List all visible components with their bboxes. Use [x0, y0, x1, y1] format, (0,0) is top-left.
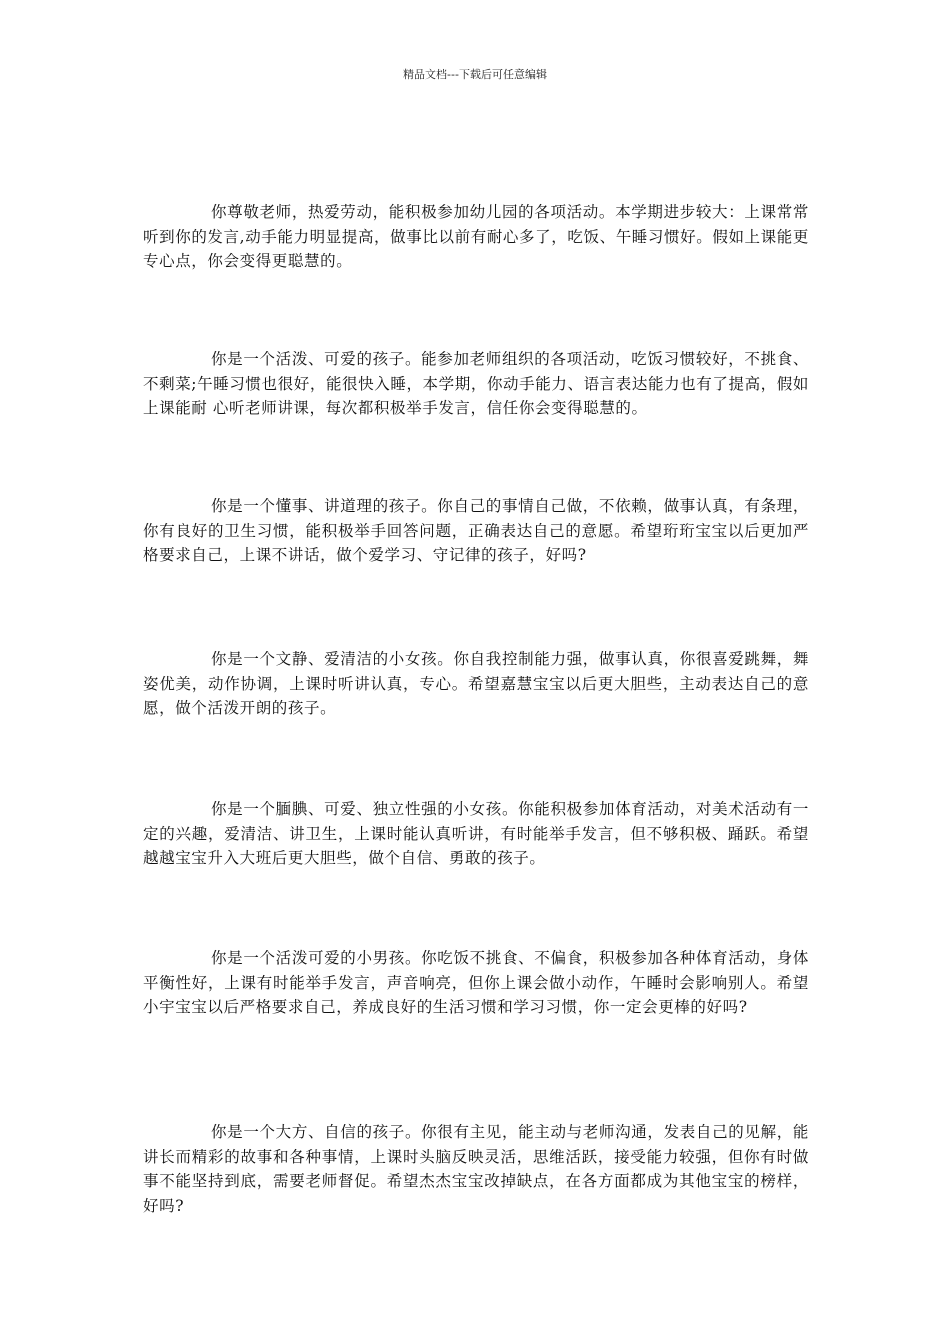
comment-paragraph-1: 你尊敬老师，热爱劳动，能积极参加幼儿园的各项活动。本学期进步较大：上课常常听到你的发言,动手能力明显提高，做事比以前有耐心多了，吃饭、午睡习惯好。假如上课能更专心点，你会变得更聪慧的。	[143, 203, 809, 270]
comment-paragraph-5: 你是一个腼腆、可爱、独立性强的小女孩。你能积极参加体育活动，对美术活动有一定的兴趣，爱清洁、讲卫生，上课时能认真听讲，有时能举手发言，但不够积极、踊跃。希望越越宝宝升入大班后更大胆些，做个自信、勇敢的孩子。	[143, 800, 809, 867]
comment-paragraph-7: 你是一个大方、自信的孩子。你很有主见，能主动与老师沟通，发表自己的见解，能讲长而精彩的故事和各种事情，上课时头脑反映灵活，思维活跃，接受能力较强，但你有时做事不能坚持到底，需要老师督促。希望杰杰宝宝改掉缺点，在各方面都成为其他宝宝的榜样，好吗?	[143, 1123, 809, 1215]
comment-paragraph-3: 你是一个懂事、讲道理的孩子。你自己的事情自己做，不依赖，做事认真，有条理，你有良好的卫生习惯，能积极举手回答问题，正确表达自己的意愿。希望珩珩宝宝以后更加严格要求自己，上课不讲话，做个爱学习、守记律的孩子，好吗?	[143, 497, 809, 564]
header-note: 精品文档---下载后可任意编辑	[403, 68, 547, 81]
comment-paragraph-6: 你是一个活泼可爱的小男孩。你吃饭不挑食、不偏食，积极参加各种体育活动，身体平衡性好，上课有时能举手发言，声音响亮，但你上课会做小动作，午睡时会影响别人。希望小宇宝宝以后严格要求自己，养成良好的生活习惯和学习习惯，你一定会更棒的好吗?	[143, 949, 809, 1016]
comment-paragraph-4: 你是一个文静、爱清洁的小女孩。你自我控制能力强，做事认真，你很喜爱跳舞，舞姿优美，动作协调，上课时听讲认真，专心。希望嘉慧宝宝以后更大胆些，主动表达自己的意愿，做个活泼开朗的孩子。	[143, 650, 809, 717]
comment-paragraph-2: 你是一个活泼、可爱的孩子。能参加老师组织的各项活动，吃饭习惯较好，不挑食、不剩菜;午睡习惯也很好，能很快入睡，本学期，你动手能力、语言表达能力也有了提高，假如上课能耐 心听老师讲课，每次都积极举手发言，信任你会变得聪慧的。	[143, 350, 809, 417]
